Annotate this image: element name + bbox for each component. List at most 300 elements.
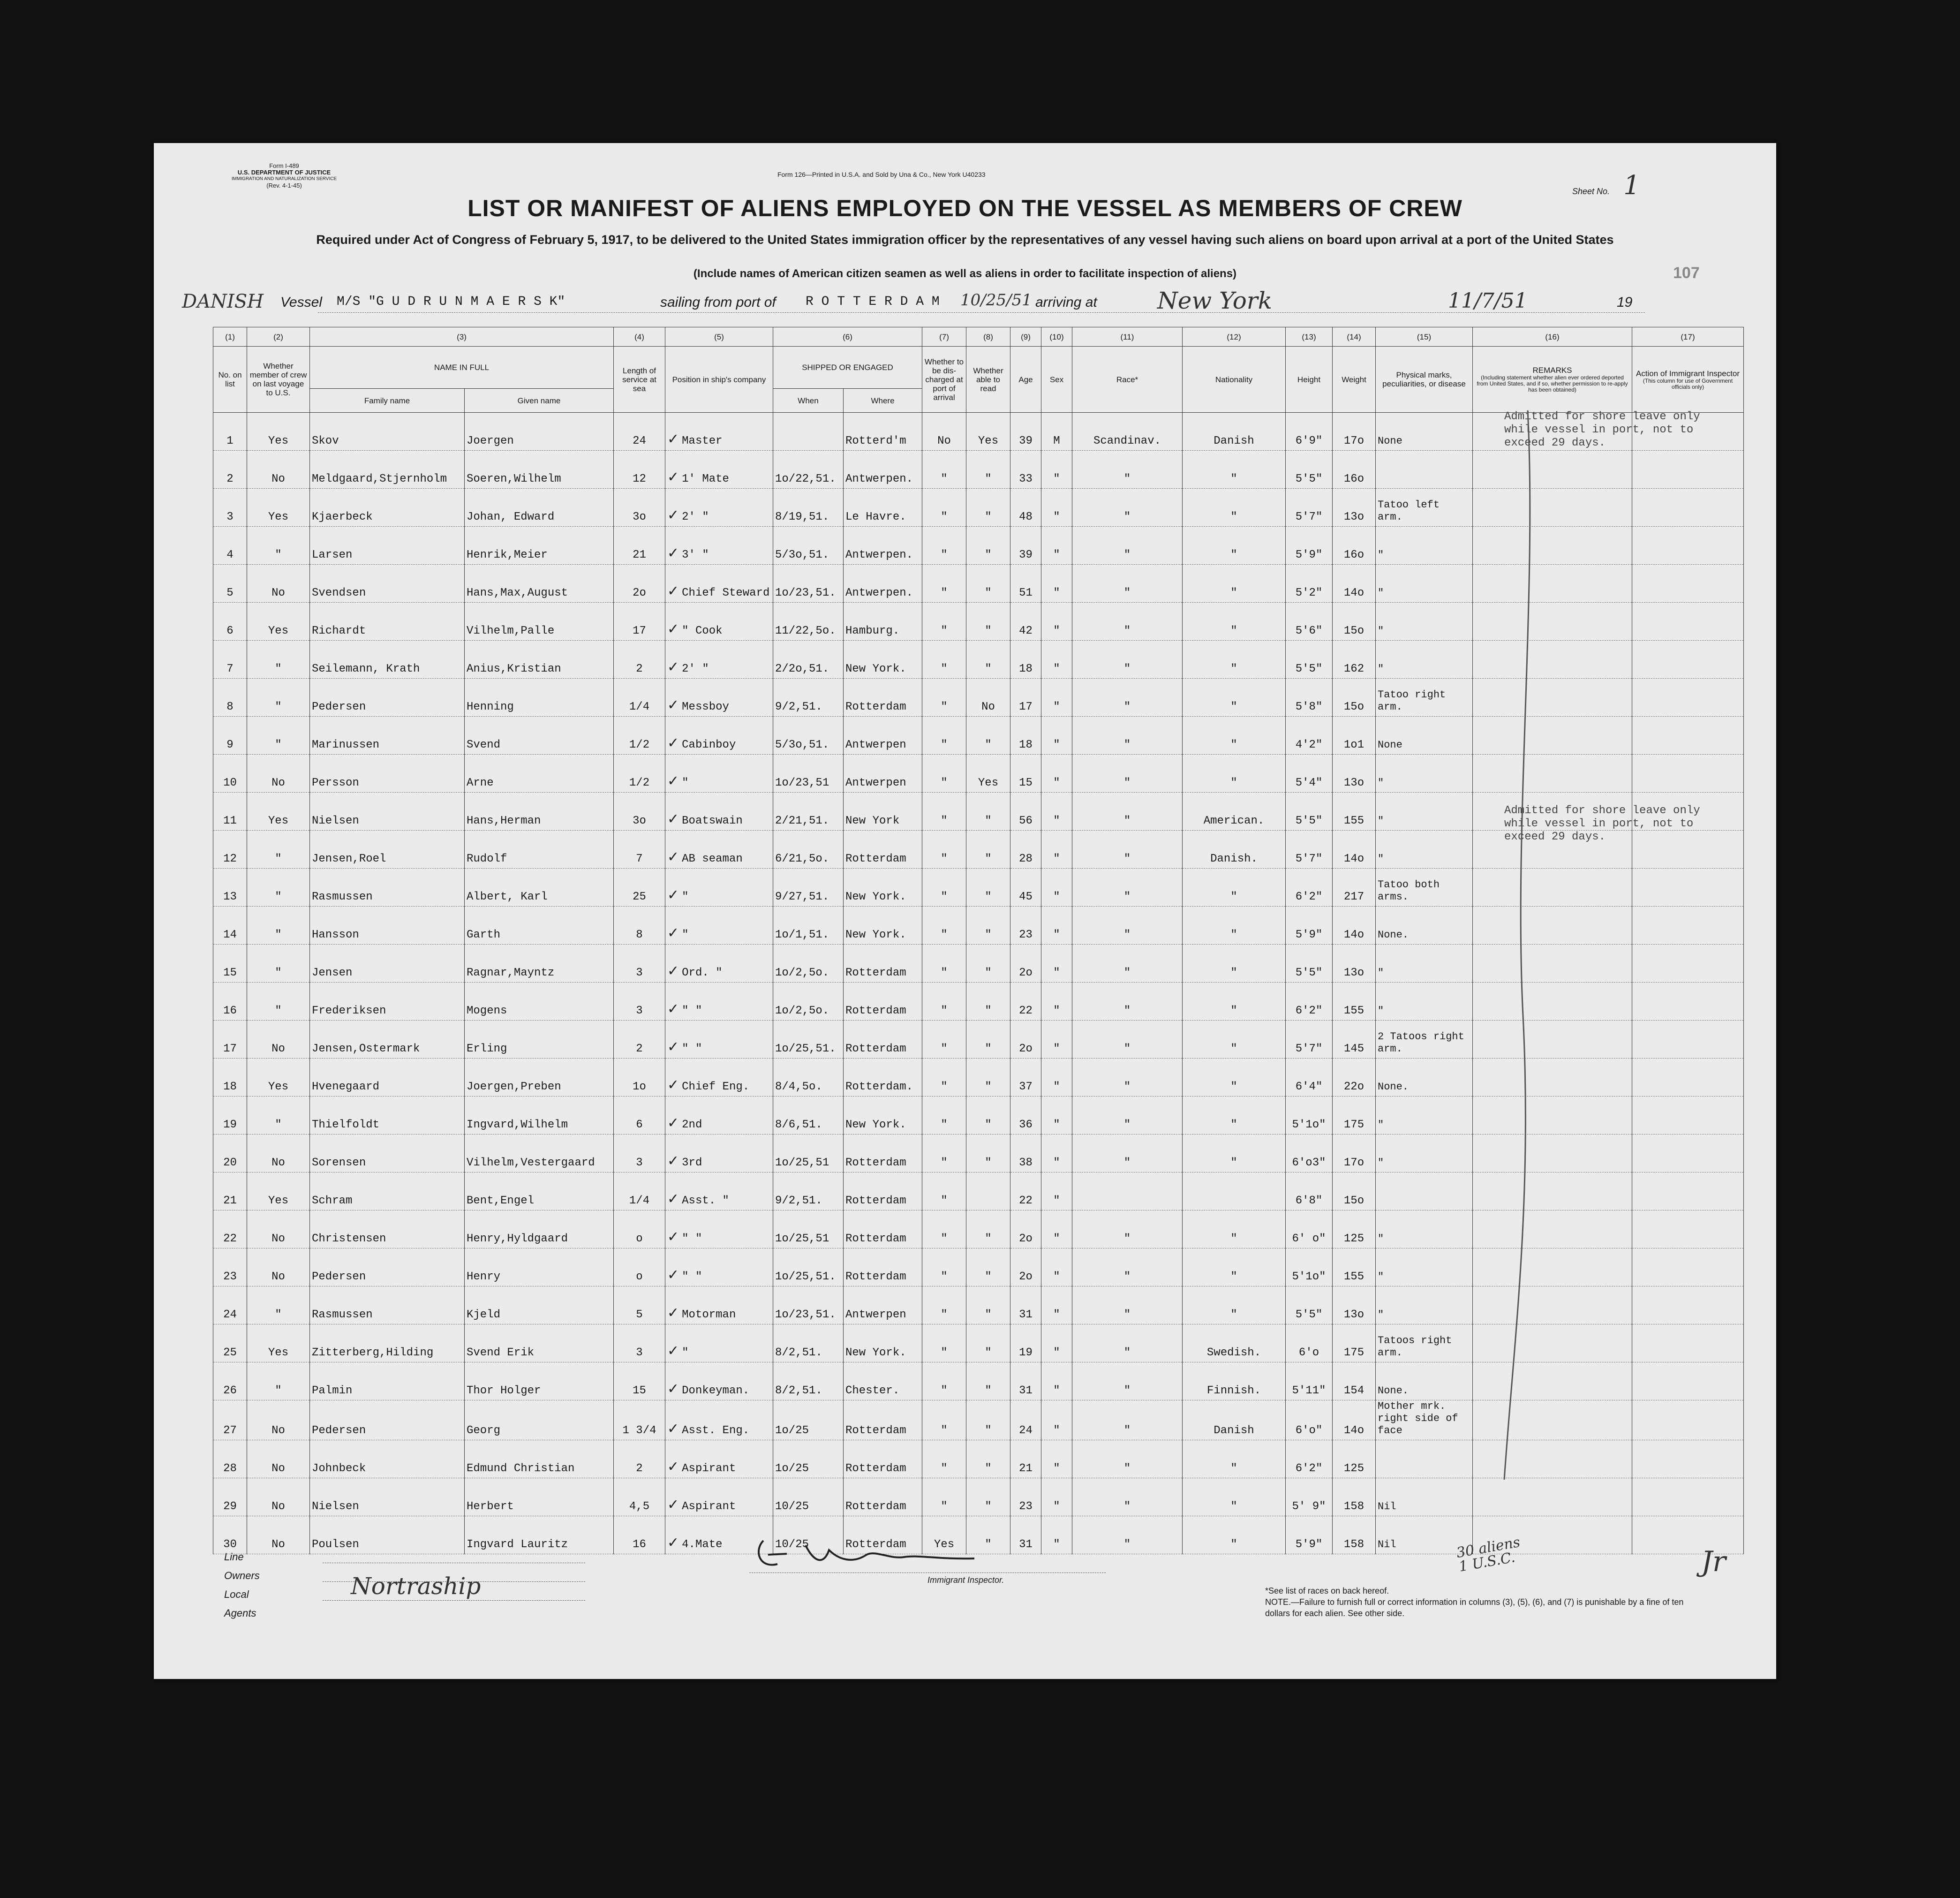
header-nationality: Nationality [1183, 347, 1286, 413]
weight: 155 [1333, 793, 1376, 831]
col-number: (6) [773, 327, 922, 347]
able-to-read: " [966, 603, 1010, 641]
form-number: Form I-489 [269, 162, 299, 169]
remarks-stamp-top: Admitted for shore leave only while vessel in port, not to exceed 29 days. [1504, 410, 1700, 449]
sex: " [1041, 945, 1072, 983]
remarks-ditto-line [1495, 406, 1560, 1484]
able-to-read: " [966, 907, 1010, 945]
height: 5'7" [1286, 1021, 1333, 1059]
action-cell [1632, 907, 1744, 945]
race: " [1072, 1478, 1183, 1516]
header-sex: Sex [1041, 347, 1072, 413]
physical-marks: " [1376, 793, 1473, 831]
member-last-voyage: No [247, 451, 310, 489]
sex: " [1041, 679, 1072, 717]
discharged: " [922, 565, 966, 603]
action-cell [1632, 983, 1744, 1021]
race: " [1072, 527, 1183, 565]
weight: 17o [1333, 413, 1376, 451]
given-name: Arne [465, 755, 614, 793]
family-name: Meldgaard,Stjernholm [310, 451, 465, 489]
nationality: " [1183, 1021, 1286, 1059]
checkmark-icon: ✓ [667, 1305, 679, 1321]
height: 4'2" [1286, 717, 1333, 755]
given-name: Bent,Engel [465, 1172, 614, 1210]
vessel-line-rule [318, 312, 1645, 313]
length-of-service: 24 [614, 413, 665, 451]
race: " [1072, 1096, 1183, 1134]
sex: " [1041, 1324, 1072, 1362]
family-name: Kjaerbeck [310, 489, 465, 527]
nationality: Swedish. [1183, 1324, 1286, 1362]
shipped-when: 8/6,51. [773, 1096, 844, 1134]
length-of-service: 3 [614, 945, 665, 983]
row-number: 17 [213, 1021, 247, 1059]
member-last-voyage: Yes [247, 1324, 310, 1362]
position [665, 1286, 773, 1324]
line-label: Line [224, 1551, 244, 1563]
nationality: " [1183, 1210, 1286, 1248]
position [665, 603, 773, 641]
discharged: " [922, 1400, 966, 1440]
year-suffix: 19 [1617, 295, 1633, 310]
shipped-where: Antwerpen. [844, 565, 922, 603]
shipped-where: Antwerpen. [844, 527, 922, 565]
nationality: " [1183, 1286, 1286, 1324]
col-number: (8) [966, 327, 1010, 347]
shipped-where: Rotterdam [844, 1210, 922, 1248]
length-of-service: 1/2 [614, 755, 665, 793]
age: 36 [1010, 1096, 1041, 1134]
member-last-voyage: No [247, 1021, 310, 1059]
family-name: Hansson [310, 907, 465, 945]
physical-marks [1376, 1172, 1473, 1210]
race: " [1072, 869, 1183, 907]
corner-mark: Jr [1701, 1545, 1726, 1578]
family-name: Jensen [310, 945, 465, 983]
checkmark-icon: ✓ [667, 1039, 679, 1055]
weight: 14o [1333, 565, 1376, 603]
departure-port: R O T T E R D A M [806, 295, 940, 309]
checkmark-icon: ✓ [667, 1115, 679, 1131]
weight: 154 [1333, 1362, 1376, 1400]
age: 28 [1010, 831, 1041, 869]
race: Scandinav. [1072, 413, 1183, 451]
arrival-port: New York [1157, 287, 1272, 314]
length-of-service: 6 [614, 1096, 665, 1134]
position-label: " [682, 929, 689, 941]
height: 5'5" [1286, 641, 1333, 679]
checkmark-icon: ✓ [667, 1459, 679, 1475]
col-number: (16) [1473, 327, 1632, 347]
checkmark-icon: ✓ [667, 1381, 679, 1397]
discharged: " [922, 1210, 966, 1248]
race: " [1072, 1134, 1183, 1172]
height: 6'2" [1286, 869, 1333, 907]
checkmark-icon: ✓ [667, 849, 679, 865]
sex: " [1041, 1286, 1072, 1324]
action-cell [1632, 1021, 1744, 1059]
member-last-voyage: " [247, 717, 310, 755]
age: 17 [1010, 679, 1041, 717]
weight: 14o [1333, 907, 1376, 945]
nationality: " [1183, 869, 1286, 907]
col-number: (3) [310, 327, 614, 347]
sex: " [1041, 641, 1072, 679]
given-name: Thor Holger [465, 1362, 614, 1400]
length-of-service: 25 [614, 869, 665, 907]
local-agents-value: Nortraship [351, 1573, 481, 1600]
sex: " [1041, 1362, 1072, 1400]
position [665, 1248, 773, 1286]
nationality: " [1183, 641, 1286, 679]
stamp-number: 107 [1673, 264, 1700, 282]
discharged: " [922, 869, 966, 907]
header-family-name: Family name [310, 389, 465, 413]
row-number: 25 [213, 1324, 247, 1362]
family-name: Larsen [310, 527, 465, 565]
header-age: Age [1010, 347, 1041, 413]
height: 6'2" [1286, 983, 1333, 1021]
action-cell [1632, 1286, 1744, 1324]
race: " [1072, 1286, 1183, 1324]
shipped-where: Hamburg. [844, 603, 922, 641]
shipped-when: 6/21,5o. [773, 831, 844, 869]
row-number: 29 [213, 1478, 247, 1516]
family-name: Jensen,Ostermark [310, 1021, 465, 1059]
action-cell [1632, 869, 1744, 907]
physical-marks: " [1376, 945, 1473, 983]
age: 23 [1010, 1478, 1041, 1516]
age: 48 [1010, 489, 1041, 527]
checkmark-icon: ✓ [667, 583, 679, 599]
position-label: Chief Steward [682, 587, 770, 599]
family-name: Christensen [310, 1210, 465, 1248]
nationality [1183, 1172, 1286, 1210]
weight: 217 [1333, 869, 1376, 907]
length-of-service: 3 [614, 1324, 665, 1362]
physical-marks: " [1376, 1096, 1473, 1134]
sex: " [1041, 1172, 1072, 1210]
nationality: " [1183, 945, 1286, 983]
physical-marks: " [1376, 1210, 1473, 1248]
shipped-when: 8/19,51. [773, 489, 844, 527]
height: 6'4" [1286, 1059, 1333, 1096]
shipped-when: 2/2o,51. [773, 641, 844, 679]
action-cell [1632, 1362, 1744, 1400]
weight: 22o [1333, 1059, 1376, 1096]
able-to-read: " [966, 1021, 1010, 1059]
able-to-read: " [966, 1400, 1010, 1440]
age: 45 [1010, 869, 1041, 907]
shipped-where: Rotterdam [844, 983, 922, 1021]
member-last-voyage: " [247, 527, 310, 565]
height: 6' o" [1286, 1210, 1333, 1248]
physical-marks: Tatoo left arm. [1376, 489, 1473, 527]
height: 6'9" [1286, 413, 1333, 451]
able-to-read: No [966, 679, 1010, 717]
checkmark-icon: ✓ [667, 1421, 679, 1437]
header-member-last-voyage: Whether member of crew on last voyage to U.S. [247, 347, 310, 413]
age: 33 [1010, 451, 1041, 489]
position [665, 565, 773, 603]
shipped-where: New York. [844, 907, 922, 945]
position-label: 4.Mate [682, 1538, 723, 1551]
header-discharged: Whether to be dis-charged at port of arrival [922, 347, 966, 413]
discharged: " [922, 451, 966, 489]
member-last-voyage: " [247, 869, 310, 907]
shipped-where: Rotterdam [844, 679, 922, 717]
able-to-read: " [966, 1134, 1010, 1172]
given-name: Svend Erik [465, 1324, 614, 1362]
manifest-sheet [154, 143, 1776, 1679]
row-number: 14 [213, 907, 247, 945]
given-name: Erling [465, 1021, 614, 1059]
position [665, 527, 773, 565]
weight: 162 [1333, 641, 1376, 679]
checkmark-icon: ✓ [667, 659, 679, 675]
physical-marks: None [1376, 717, 1473, 755]
physical-marks: Nil [1376, 1516, 1473, 1554]
position-label: AB seaman [682, 853, 743, 865]
shipped-when: 1o/25,51 [773, 1134, 844, 1172]
nationality: " [1183, 603, 1286, 641]
col-number: (5) [665, 327, 773, 347]
given-name: Johan, Edward [465, 489, 614, 527]
race: " [1072, 1516, 1183, 1554]
discharged: " [922, 1286, 966, 1324]
length-of-service: 21 [614, 527, 665, 565]
race: " [1072, 451, 1183, 489]
family-name: Skov [310, 413, 465, 451]
row-number: 21 [213, 1172, 247, 1210]
family-name: Johnbeck [310, 1440, 465, 1478]
sex: " [1041, 755, 1072, 793]
age: 18 [1010, 717, 1041, 755]
checkmark-icon: ✓ [667, 1153, 679, 1169]
family-name: Pedersen [310, 1248, 465, 1286]
able-to-read: " [966, 1210, 1010, 1248]
sex: " [1041, 1210, 1072, 1248]
row-number: 18 [213, 1059, 247, 1096]
race: " [1072, 1059, 1183, 1096]
action-title: Action of Immigrant Inspector [1636, 369, 1740, 378]
position [665, 869, 773, 907]
discharged: " [922, 1440, 966, 1478]
family-name: Pedersen [310, 679, 465, 717]
sail-date: 10/25/51 [960, 291, 1032, 310]
able-to-read [966, 1172, 1010, 1210]
weight: 15o [1333, 1172, 1376, 1210]
sex: " [1041, 907, 1072, 945]
header-where: Where [844, 389, 922, 413]
nationality: Danish [1183, 1400, 1286, 1440]
physical-marks: 2 Tatoos right arm. [1376, 1021, 1473, 1059]
physical-marks: Tatoos right arm. [1376, 1324, 1473, 1362]
discharged: " [922, 793, 966, 831]
owners-label: Owners [224, 1570, 260, 1581]
col-number: (2) [247, 327, 310, 347]
sex: " [1041, 1400, 1072, 1440]
member-last-voyage: No [247, 1248, 310, 1286]
family-name: Seilemann, Krath [310, 641, 465, 679]
member-last-voyage: " [247, 983, 310, 1021]
nationality: " [1183, 755, 1286, 793]
position-label: 2nd [682, 1119, 702, 1131]
position [665, 451, 773, 489]
member-last-voyage: " [247, 1362, 310, 1400]
checkmark-icon: ✓ [667, 811, 679, 827]
discharged: " [922, 527, 966, 565]
header-weight: Weight [1333, 347, 1376, 413]
header-name-in-full: NAME IN FULL [310, 347, 614, 389]
nationality: Danish. [1183, 831, 1286, 869]
shipped-when: 1o/23,51 [773, 755, 844, 793]
sheet-number: 1 [1623, 170, 1640, 201]
nationality: " [1183, 451, 1286, 489]
physical-marks: Tatoo both arms. [1376, 869, 1473, 907]
member-last-voyage: No [247, 1210, 310, 1248]
physical-marks: " [1376, 755, 1473, 793]
action-cell [1632, 717, 1744, 755]
given-name: Hans,Herman [465, 793, 614, 831]
length-of-service: o [614, 1210, 665, 1248]
discharged: " [922, 831, 966, 869]
sex: " [1041, 1516, 1072, 1554]
race: " [1072, 1324, 1183, 1362]
physical-marks: " [1376, 983, 1473, 1021]
row-number: 10 [213, 755, 247, 793]
row-number: 13 [213, 869, 247, 907]
age: 39 [1010, 413, 1041, 451]
height: 5'7" [1286, 489, 1333, 527]
sex: " [1041, 1248, 1072, 1286]
physical-marks: " [1376, 1248, 1473, 1286]
race: " [1072, 679, 1183, 717]
race: " [1072, 603, 1183, 641]
shipped-where: Rotterd'm [844, 413, 922, 451]
age: 23 [1010, 907, 1041, 945]
age: 42 [1010, 603, 1041, 641]
member-last-voyage: Yes [247, 793, 310, 831]
checkmark-icon: ✓ [667, 545, 679, 561]
position-label: " " [682, 1005, 702, 1017]
shipped-where: Rotterdam [844, 1248, 922, 1286]
physical-marks: " [1376, 603, 1473, 641]
nationality: American. [1183, 793, 1286, 831]
weight: 158 [1333, 1516, 1376, 1554]
physical-marks: " [1376, 641, 1473, 679]
shipped-when: 10/25 [773, 1516, 844, 1554]
position-label: " " [682, 1270, 702, 1283]
weight: 15o [1333, 603, 1376, 641]
position [665, 831, 773, 869]
discharged: " [922, 907, 966, 945]
row-number: 16 [213, 983, 247, 1021]
shipped-where: New York. [844, 869, 922, 907]
action-cell [1632, 1324, 1744, 1362]
member-last-voyage: Yes [247, 603, 310, 641]
row-number: 23 [213, 1248, 247, 1286]
col-number: (9) [1010, 327, 1041, 347]
position-label: Motorman [682, 1308, 736, 1321]
sex: " [1041, 1478, 1072, 1516]
family-name: Rasmussen [310, 1286, 465, 1324]
action-cell [1632, 1134, 1744, 1172]
header-race: Race* [1072, 347, 1183, 413]
family-name: Svendsen [310, 565, 465, 603]
age: 37 [1010, 1059, 1041, 1096]
height: 5'9" [1286, 1516, 1333, 1554]
length-of-service: 5 [614, 1286, 665, 1324]
given-name: Henning [465, 679, 614, 717]
shipped-where: New York. [844, 1096, 922, 1134]
checkmark-icon: ✓ [667, 469, 679, 485]
position [665, 489, 773, 527]
revision: (Rev. 4-1-45) [266, 182, 302, 189]
race: " [1072, 755, 1183, 793]
col-number: (14) [1333, 327, 1376, 347]
discharged: " [922, 1059, 966, 1096]
checkmark-icon: ✓ [667, 1191, 679, 1207]
shipped-where: Rotterdam [844, 1134, 922, 1172]
header-action [1632, 347, 1744, 413]
shipped-when: 8/4,5o. [773, 1059, 844, 1096]
checkmark-icon: ✓ [667, 1343, 679, 1359]
col-number: (10) [1041, 327, 1072, 347]
race: " [1072, 489, 1183, 527]
length-of-service: 17 [614, 603, 665, 641]
able-to-read: " [966, 451, 1010, 489]
nationality: " [1183, 983, 1286, 1021]
checkmark-icon: ✓ [667, 1229, 679, 1245]
weight: 155 [1333, 1248, 1376, 1286]
shipped-when: 10/25 [773, 1478, 844, 1516]
position-label: 1' Mate [682, 473, 729, 485]
weight: 175 [1333, 1324, 1376, 1362]
position [665, 945, 773, 983]
family-name: Rasmussen [310, 869, 465, 907]
height: 5'5" [1286, 793, 1333, 831]
able-to-read: " [966, 945, 1010, 983]
age: 22 [1010, 1172, 1041, 1210]
member-last-voyage: No [247, 1440, 310, 1478]
member-last-voyage: No [247, 565, 310, 603]
family-name: Frederiksen [310, 983, 465, 1021]
checkmark-icon: ✓ [667, 1497, 679, 1513]
shipped-when: 9/27,51. [773, 869, 844, 907]
action-cell [1632, 451, 1744, 489]
physical-marks: None. [1376, 907, 1473, 945]
race: " [1072, 831, 1183, 869]
shipped-where: Antwerpen. [844, 451, 922, 489]
form-identification [223, 163, 345, 189]
family-name: Richardt [310, 603, 465, 641]
able-to-read: " [966, 527, 1010, 565]
race: " [1072, 1362, 1183, 1400]
sex: " [1041, 1021, 1072, 1059]
able-to-read: Yes [966, 413, 1010, 451]
member-last-voyage: No [247, 1400, 310, 1440]
height: 6'2" [1286, 1440, 1333, 1478]
position-label: " Cook [682, 625, 723, 637]
position-label: Cabinboy [682, 739, 736, 751]
length-of-service: o [614, 1248, 665, 1286]
header-given-name: Given name [465, 389, 614, 413]
age: 24 [1010, 1400, 1041, 1440]
position-label: " [682, 891, 689, 903]
length-of-service: 1/2 [614, 717, 665, 755]
